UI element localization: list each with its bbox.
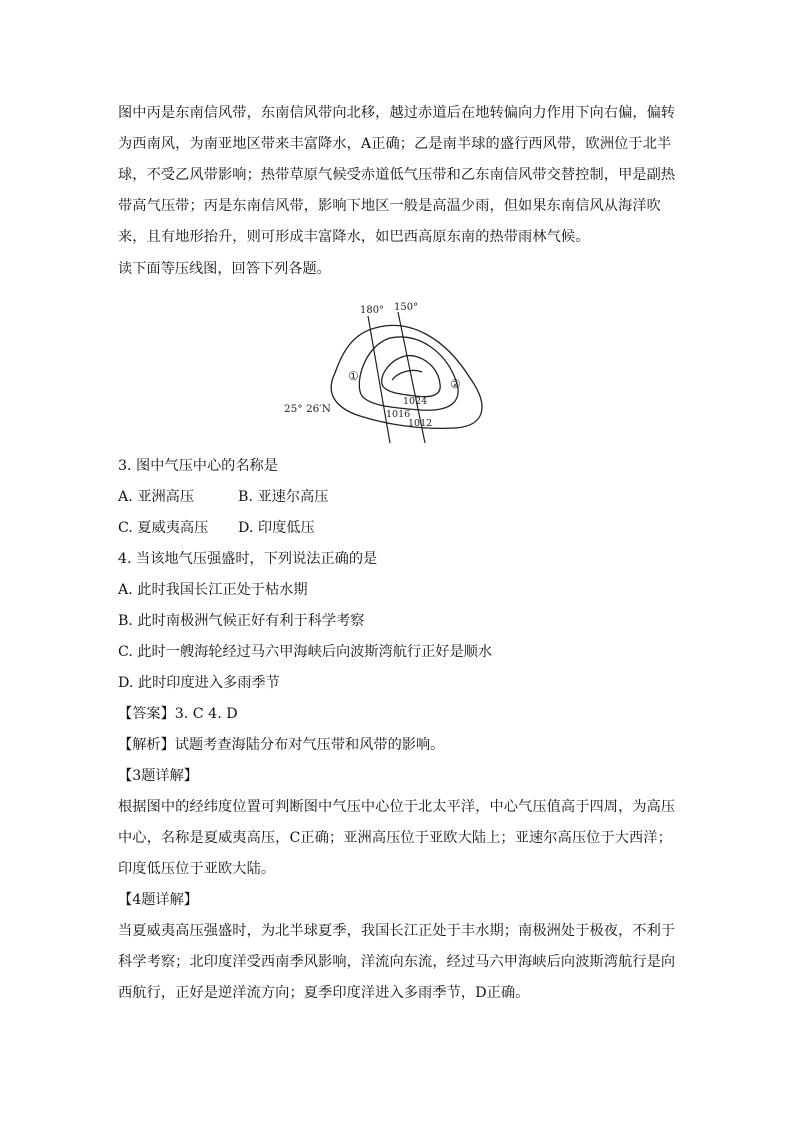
- q3-stem: 3. 图中气压中心的名称是: [118, 458, 278, 474]
- q3-options-row-2: [118, 518, 315, 538]
- q4-option-d: D. 此时印度进入多雨季节: [118, 675, 280, 691]
- isobar-label-1024: 1024: [403, 396, 428, 407]
- lat-label: 25° 26′N: [284, 403, 331, 415]
- analysis-line: 【解析】试题考查海陆分布对气压带和风带的影响。: [118, 737, 445, 753]
- q3-option-b: B. 亚速尔高压: [238, 489, 329, 505]
- isobar-label-1012: 1012: [408, 418, 433, 429]
- q3-option-a: A. 亚洲高压: [118, 489, 195, 505]
- q4-detail-title: 【4题详解】: [118, 892, 198, 908]
- answer-line: 【答案】3. C 4. D: [118, 706, 238, 722]
- isobar-center: [392, 370, 422, 380]
- q3-detail-text: 根据图中的经纬度位置可判断图中气压中心位于北太平洋，中心气压值高于四周，为高压中心，名称是夏威夷高压，C正确；亚洲高压位于亚欧大陆上；亚速尔高压位于大西洋；印度低压位于亚欧大陆。: [118, 799, 676, 877]
- marker-2: ②: [450, 377, 461, 391]
- q4-stem: 4. 当该地气压强盛时，下列说法正确的是: [118, 551, 378, 567]
- q3-options-row-1: [118, 487, 329, 507]
- meridian-180: [368, 316, 390, 443]
- instruction-text: 读下面等压线图，回答下列各题。: [118, 261, 331, 277]
- lon-180-label: 180°: [360, 305, 385, 316]
- q3-detail-title: 【3题详解】: [118, 768, 198, 784]
- q4-option-b: B. 此时南极洲气候正好有利于科学考察: [118, 613, 365, 629]
- isobar-label-1016: 1016: [386, 409, 411, 420]
- q4-option-a: A. 此时我国长江正处于枯水期: [118, 582, 308, 598]
- isobar-map: [280, 298, 520, 448]
- marker-1: ①: [348, 369, 359, 383]
- q3-option-c: C. 夏威夷高压: [118, 520, 209, 536]
- q3-option-d: D. 印度低压: [238, 520, 315, 536]
- intro-paragraph: 图中丙是东南信风带，东南信风带向北移，越过赤道后在地转偏向力作用下向右偏，偏转为西南风，为南亚地区带来丰富降水，A正确；乙是南半球的盛行西风带，欧洲位于北半球，不受乙风带影响；热带草原气候受赤道低气压带和乙东南信风带交替控制，甲是副热带高气压带；丙是东南信风带，影响下地区一般是高温少雨，但如果东南信风从海洋吹来，且有地形抬升，则可形成丰富降水，如巴西高原东南的热带雨林气候。: [118, 105, 676, 245]
- lon-150-label: 150°: [394, 302, 419, 313]
- q4-option-c: C. 此时一艘海轮经过马六甲海峡后向波斯湾航行正好是顺水: [118, 644, 493, 660]
- q4-detail-text: 当夏威夷高压强盛时，为北半球夏季，我国长江正处于丰水期；南极洲处于极夜，不利于科学考察；北印度洋受西南季风影响，洋流向东流，经过马六甲海峡后向波斯湾航行是向西航行，正好是逆洋流方向；夏季印度洋进入多雨季节，D正确。: [118, 923, 676, 1001]
- isobar-figure: [280, 298, 520, 448]
